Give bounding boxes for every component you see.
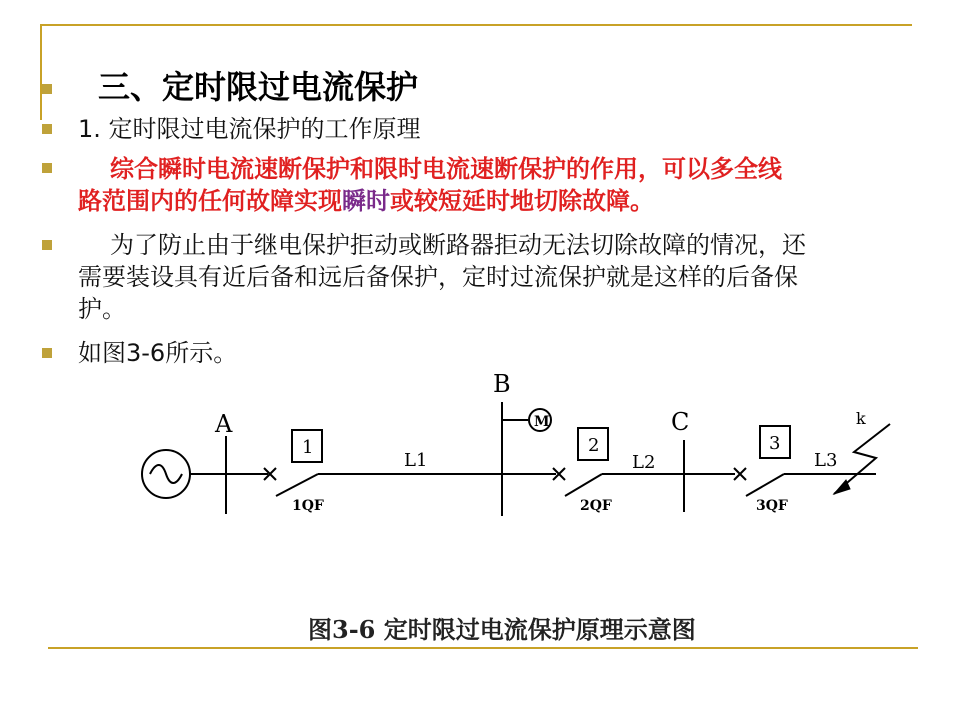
item-2-line-1: 综合瞬时电流速断保护和限时电流速断保护的作用，可以多全线: [110, 155, 782, 183]
motor-label: M: [534, 414, 550, 430]
fault-label: k: [856, 409, 866, 428]
item-1-text: 1. 定时限过电流保护的工作原理: [78, 115, 421, 143]
breaker-2-contact: [565, 474, 602, 496]
item-2-highlight: 瞬时: [342, 187, 390, 215]
breaker-1-label: 1QF: [292, 498, 324, 514]
breaker-3-cross: [734, 468, 746, 480]
relay-2-label: 2: [588, 435, 600, 456]
generator-symbol: [142, 450, 226, 498]
breaker-1-contact: [276, 474, 318, 496]
item-3-line-1: 为了防止由于继电保护拒动或断路器拒动无法切除故障的情况，还: [110, 231, 806, 259]
item-2-line-2-part-b: 或较短延时地切除故障。: [390, 187, 654, 215]
bus-a-label: A: [215, 410, 233, 438]
fault-arrow-icon: [834, 424, 890, 494]
breaker-2-label: 2QF: [580, 498, 612, 514]
item-4-text: 如图3-6所示。: [78, 339, 238, 367]
breaker-3-label: 3QF: [756, 498, 788, 514]
relay-1-label: 1: [302, 437, 314, 458]
bus-b-label: B: [493, 370, 511, 398]
item-2-line-2-part-a: 路范围内的任何故障实现: [78, 187, 342, 215]
line-l1-label: L1: [404, 450, 428, 471]
bus-c-label: C: [671, 408, 690, 436]
item-3-line-2: 需要装设具有近后备和远后备保护，定时过流保护就是这样的后备保: [78, 263, 798, 291]
slide-title: 三、定时限过电流保护: [98, 68, 419, 106]
line-l3-label: L3: [814, 450, 838, 471]
line-l2-label: L2: [632, 452, 656, 473]
breaker-3-contact: [746, 474, 784, 496]
figure-caption: 图3-6 定时限过电流保护原理示意图: [308, 615, 696, 644]
item-3-line-3: 护。: [78, 295, 126, 323]
relay-3-label: 3: [769, 433, 781, 454]
